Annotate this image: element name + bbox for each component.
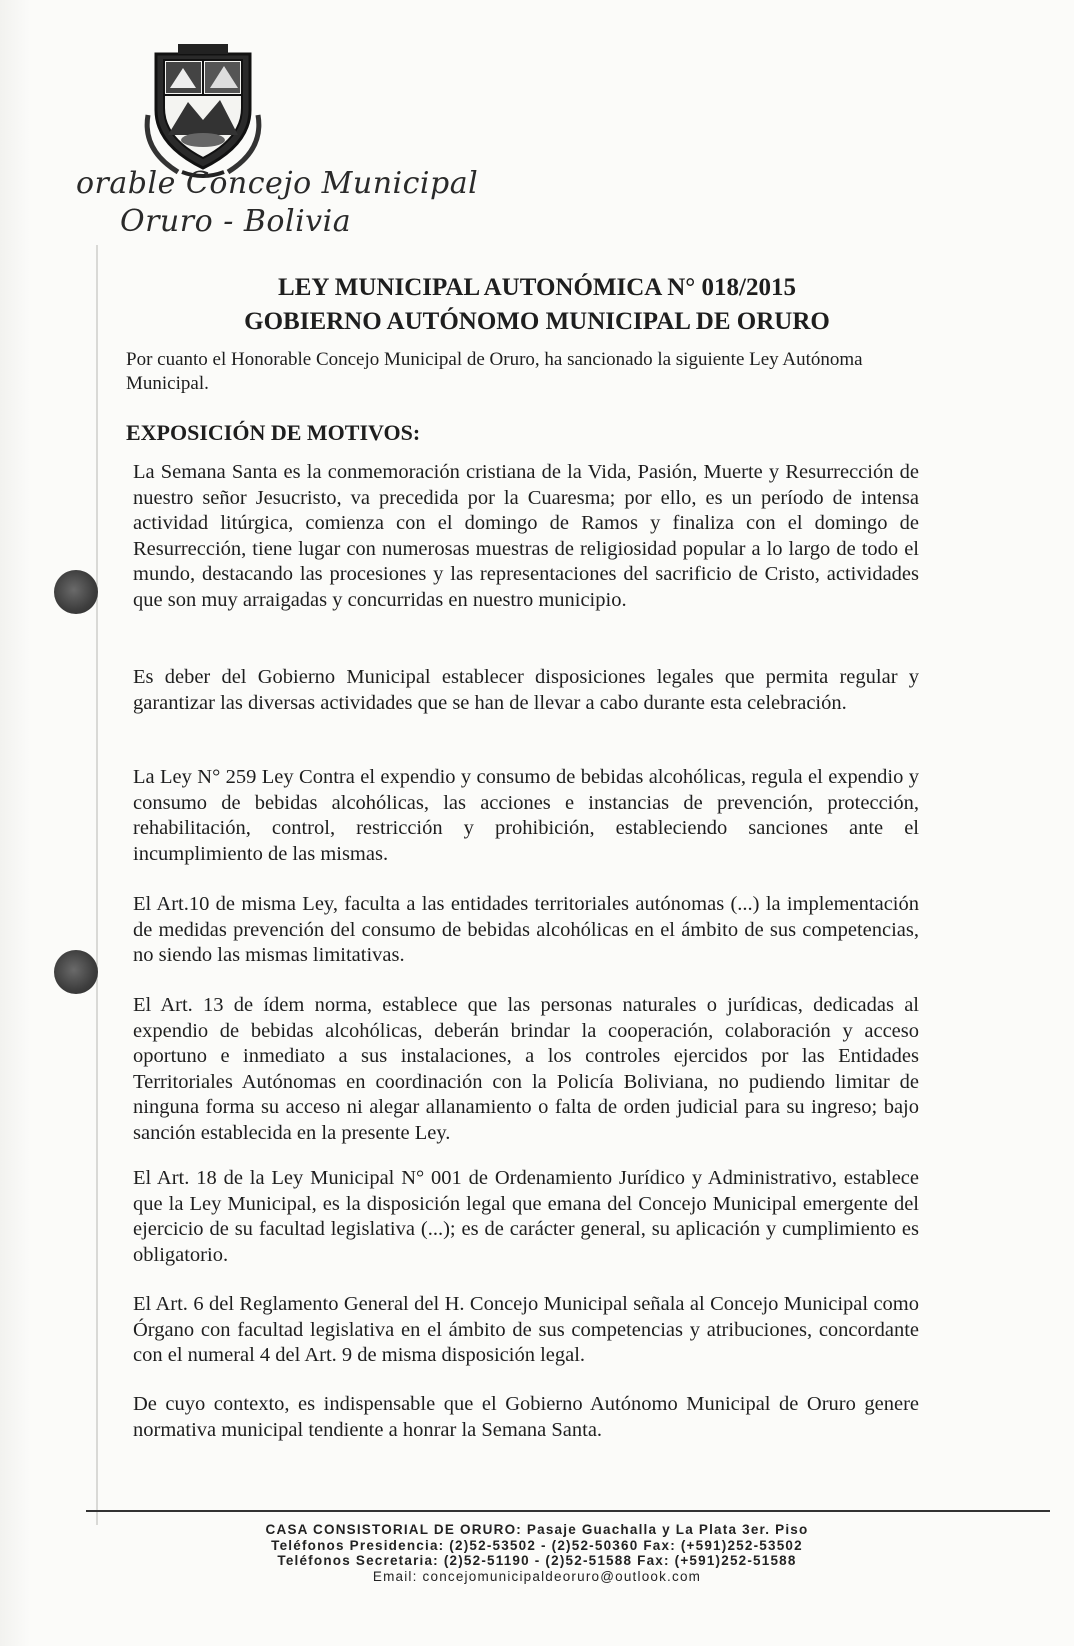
footer-address: CASA CONSISTORIAL DE ORURO: Pasaje Guachalla y La Plata 3er. Piso — [265, 1522, 809, 1537]
paragraph: El Art. 13 de ídem norma, establece que las personas naturales o jurídicas, dedicadas al expendio de bebidas alcohólicas, deberán brindar la cooperación, colaboración y acceso oportuno e inmediato a sus instalaciones, a los controles ejercidos por las Entidades Territoriales Autónomas en coordinación con la Policía Boliviana, no pudiendo limitar de ninguna forma su acceso ni alegar allanamiento o falta de orden judicial para su ingreso; bajo sanción establecida en la presente Ley. — [133, 994, 919, 1144]
paragraph: Es deber del Gobierno Municipal establecer disposiciones legales que permita regular y garantizar las diversas actividades que se han de llevar a cabo durante esta celebración. — [133, 666, 919, 714]
footer-divider — [86, 1510, 1050, 1512]
institution-name: orable Concejo Municipal — [76, 166, 479, 201]
section-heading: EXPOSICIÓN DE MOTIVOS: — [126, 420, 421, 445]
law-subtitle: GOBIERNO AUTÓNOMO MUNICIPAL DE ORURO — [244, 308, 830, 335]
paragraph: La Semana Santa es la conmemoración cristiana de la Vida, Pasión, Muerte y Resurrección de nuestro señor Jesucristo, va precedida por la Cuaresma; por ello, es un período de intensa actividad litúrgica, comienza con el domingo de Ramos y finaliza con el domingo de Resurrección, tiene lugar con numerosas muestras de religiosidad popular a lo largo de todo el mundo, destacando las procesiones y las representaciones del sacrificio de Cristo, actividades que son muy arraigadas y concurridas en nuestro municipio. — [133, 461, 919, 611]
law-title: LEY MUNICIPAL AUTONÓMICA N° 018/2015 — [278, 274, 796, 301]
coat-of-arms-emblem — [138, 40, 268, 180]
intro-text: Por cuanto el Honorable Concejo Municipal de Oruro, ha sancionado la siguiente Ley Autónoma Municipal. — [126, 349, 863, 394]
footer-phones-presidencia: Teléfonos Presidencia: (2)52-53502 - (2)52-50360 Fax: (+591)252-53502 — [271, 1537, 803, 1553]
paragraph: El Art.10 de misma Ley, faculta a las entidades territoriales autónomas (...) la implementación de medidas prevención del consumo de bebidas alcohólicas en el ámbito de sus competencias, no siendo las mismas limitativas. — [133, 893, 919, 967]
institution-location: Oruro - Bolivia — [120, 204, 352, 239]
margin-line — [96, 245, 98, 1525]
footer-phones-secretaria: Teléfonos Secretaria: (2)52-51190 - (2)52-51588 Fax: (+591)252-51588 — [277, 1553, 797, 1568]
paragraph: De cuyo contexto, es indispensable que el Gobierno Autónomo Municipal de Oruro genere normativa municipal tendiente a honrar la Semana Santa. — [133, 1393, 919, 1441]
paragraph: El Art. 6 del Reglamento General del H. Concejo Municipal señala al Concejo Municipal como Órgano con facultad legislativa en el ámbito de sus competencias y atribuciones, concordante con el numeral 4 del Art. 9 de misma disposición legal. — [133, 1293, 919, 1367]
paragraph: La Ley N° 259 Ley Contra el expendio y consumo de bebidas alcohólicas, regula el expendio y consumo de bebidas alcohólicas, las acciones e instancias de prevención, protección, rehabilitación, control, restricción y prohibición, estableciendo sanciones ante el incumplimiento de las mismas. — [133, 766, 919, 865]
paragraph: El Art. 18 de la Ley Municipal N° 001 de Ordenamiento Jurídico y Administrativo, establece que la Ley Municipal, es la disposición legal que emana del Concejo Municipal emergente del ejercicio de su facultad legislativa (...); es de carácter general, su aplicación y cumplimiento es obligatorio. — [133, 1167, 919, 1266]
punch-hole-bottom — [54, 950, 98, 994]
punch-hole-top — [54, 570, 98, 614]
footer-email: Email: concejomunicipaldeoruro@outlook.com — [372, 1568, 702, 1584]
footer-block — [0, 1522, 1074, 1584]
